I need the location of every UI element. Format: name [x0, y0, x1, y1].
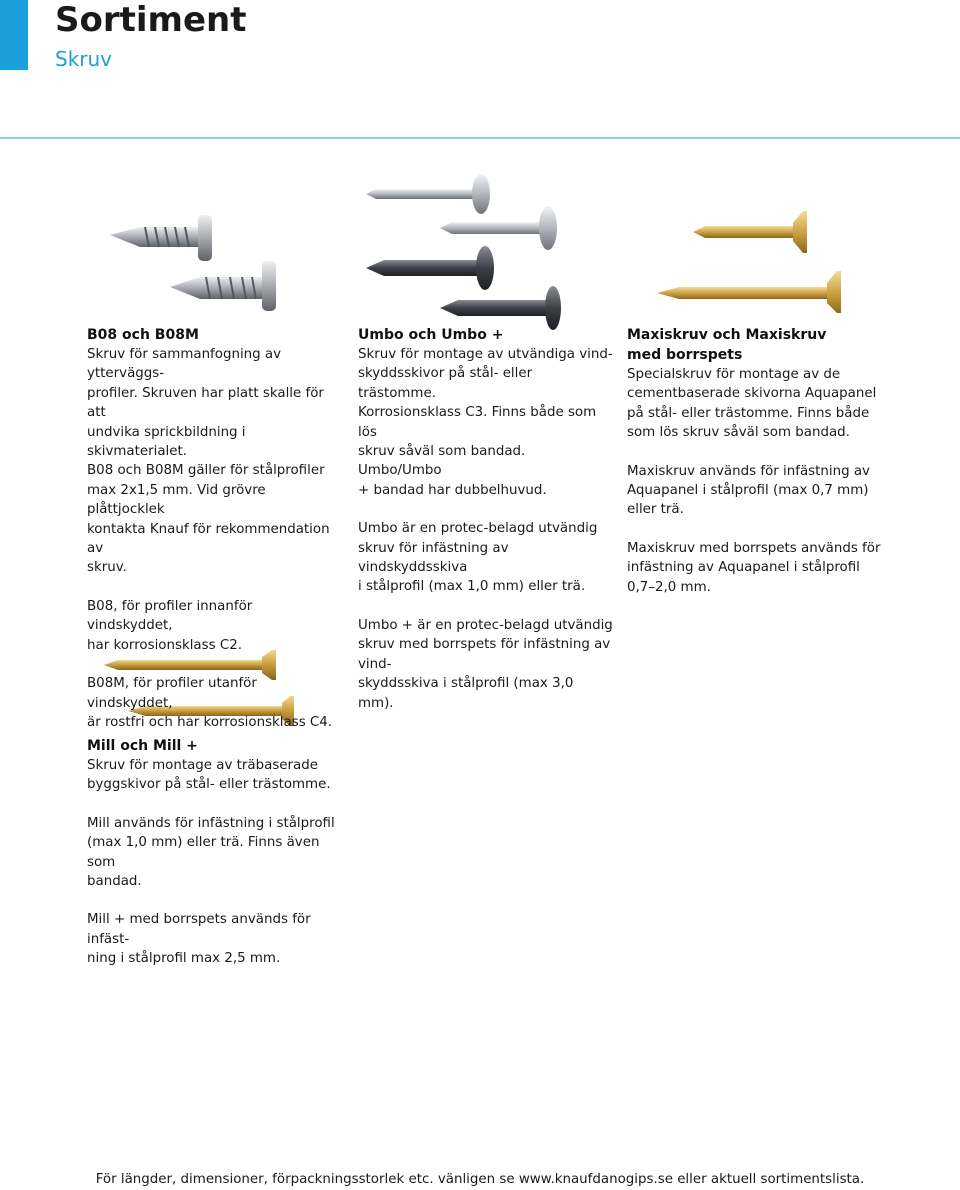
page-subtitle: Skruv [55, 47, 113, 71]
umbo-screws-image [362, 170, 562, 330]
screw-icon [693, 211, 807, 253]
product-umbo [358, 325, 613, 732]
product-paragraph: Mill används för infästning i stålprofil (max 1,0 mm) eller trä. Finns även som bandad. [87, 815, 335, 890]
product-mill [87, 736, 347, 988]
product-paragraph: Mill + med borrspets används för infäst- ning i stålprofil max 2,5 mm. [87, 912, 311, 967]
product-description: Skruv för montage av utvändiga vind- skyddsskivor på stål- eller trästomme. Korrosionsklass C3. Finns både som lös skruv såväl som bandad. Umbo/Umbo + bandad har dubbelhuvud. [358, 347, 613, 498]
screw-icon [440, 206, 557, 250]
product-description: Skruv för montage av träbaserade byggskivor på stål- eller trästomme. [87, 758, 331, 793]
screw-icon [110, 215, 212, 261]
product-paragraph: B08, för profiler innanför vindskyddet, har korrosionsklass C2. [87, 598, 253, 653]
maxiskruv-screws-image [655, 205, 850, 315]
screw-icon [170, 261, 276, 311]
product-paragraph: B08M, för profiler utanför vindskyddet, är rostfri och har korrosionsklass C4. [87, 676, 333, 730]
screw-icon [440, 286, 561, 330]
product-b08 [87, 325, 342, 751]
screw-icon [366, 246, 494, 290]
product-heading: B08 och B08M [87, 327, 199, 343]
product-heading: Maxiskruv och Maxiskruv med borrspets [627, 327, 827, 363]
product-paragraph: Maxiskruv med borrspets används för infästning av Aquapanel i stålprofil 0,7–2,0 mm. [627, 540, 881, 595]
product-description: Specialskruv för montage av de cementbaserade skivorna Aquapanel på stål- eller trästomme. Finns både som lös skruv såväl som bandad. [627, 367, 877, 441]
product-paragraph: Umbo + är en protec-belagd utvändig skruv med borrspets för infästning av vind- skyddsskiva i stålprofil (max 3,0 mm). [358, 617, 613, 711]
product-description: Skruv för sammanfogning av ytterväggs- profiler. Skruven har platt skalle för att undvika sprickbildning i skivmaterialet. B08 och B08M gäller för stålprofiler max 2x1,5 mm. Vid grövre plåttjocklek kontakta Knauf för rekommendation av skruv. [87, 347, 330, 576]
product-heading: Mill och Mill + [87, 738, 198, 754]
footer-note: För längder, dimensioner, förpackningsstorlek etc. vänligen se www.knaufdanogips.se eller aktuell sortimentslista. [95, 1172, 865, 1187]
product-paragraph: Umbo är en protec-belagd utvändig skruv för infästning av vindskyddsskiva i stålprofil (max 1,0 mm) eller trä. [358, 521, 598, 595]
product-paragraph: Maxiskruv används för infästning av Aquapanel i stålprofil (max 0,7 mm) eller trä. [627, 463, 870, 518]
page-title: Sortiment [55, 0, 247, 40]
b08-screws-image [100, 205, 290, 315]
accent-bar [0, 0, 28, 70]
screw-icon [657, 271, 841, 313]
product-maxiskruv [627, 325, 897, 616]
product-heading: Umbo och Umbo + [358, 327, 504, 343]
header-divider [0, 137, 960, 139]
screw-icon [366, 174, 490, 214]
